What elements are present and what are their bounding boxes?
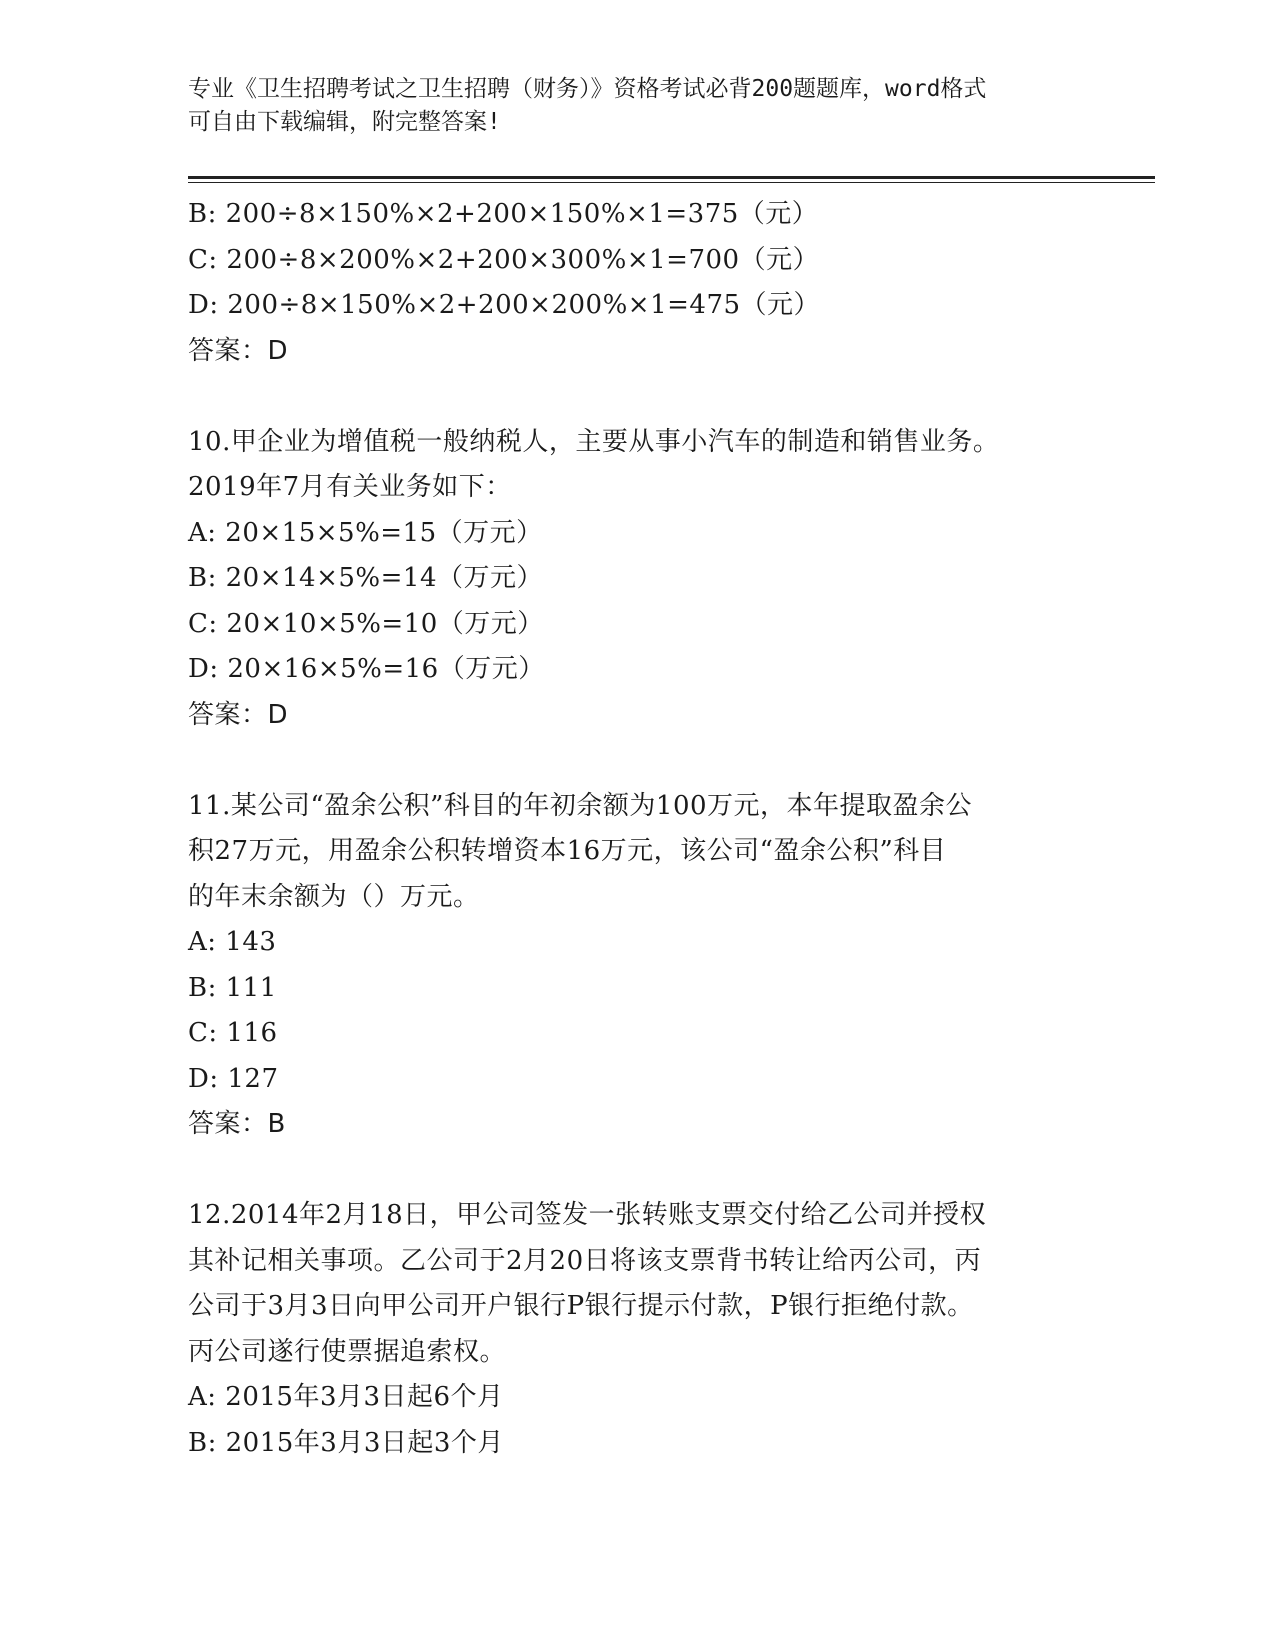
question-stem-line: 2019年7月有关业务如下：: [188, 472, 512, 502]
option-c: C: 200÷8×200%×2+200×300%×1=700（元）: [188, 244, 820, 275]
question-12: [188, 1193, 1068, 1466]
option-b: B: 111: [188, 972, 277, 1003]
option-a: A: 143: [188, 927, 277, 957]
answer-line: 答案：B: [188, 1109, 286, 1139]
option-a: A: 20×15×5%=15（万元）: [188, 517, 543, 548]
spacer: [188, 1148, 1068, 1194]
question-stem-line: 积27万元，用盈余公积转增资本16万元，该公司“盈余公积”科目: [188, 836, 947, 866]
header-title-line2: 可自由下载编辑，附完整答案!: [188, 109, 501, 135]
answer-line: 答案：D: [188, 335, 289, 366]
question-stem-line: 公司于3月3日向甲公司开户银行P银行提示付款，P银行拒绝付款。: [188, 1291, 974, 1321]
question-stem-line: 11.某公司“盈余公积”科目的年初余额为100万元，本年提取盈余公: [188, 790, 973, 821]
question-stem-line: 的年末余额为（）万元。: [188, 881, 480, 912]
document-header: [188, 73, 1068, 139]
option-b: B: 20×14×5%=14（万元）: [188, 563, 543, 593]
question-list: [188, 192, 1068, 1466]
option-c: C: 116: [188, 1018, 278, 1048]
option-a: A: 2015年3月3日起6个月: [188, 1382, 504, 1412]
header-title-line1: 专业《卫生招聘考试之卫生招聘（财务）》资格考试必背200题题库，word格式: [188, 76, 987, 102]
question-stem-line: 其补记相关事项。乙公司于2月20日将该支票背书转让给丙公司，丙: [188, 1245, 982, 1276]
spacer: [188, 738, 1068, 784]
option-b: B: 2015年3月3日起3个月: [188, 1427, 504, 1458]
answer-line: 答案：D: [188, 699, 289, 730]
option-d: D: 200÷8×150%×2+200×200%×1=475（元）: [188, 290, 821, 320]
question-11: [188, 784, 1068, 1148]
question-stem-line: 12.2014年2月18日，甲公司签发一张转账支票交付给乙公司并授权: [188, 1200, 987, 1230]
option-b: B: 200÷8×150%×2+200×150%×1=375（元）: [188, 199, 819, 229]
option-d: D: 20×16×5%=16（万元）: [188, 654, 545, 684]
question-10: [188, 420, 1068, 739]
header-divider-thick: [188, 176, 1155, 179]
question-9-tail: [188, 192, 1068, 374]
option-c: C: 20×10×5%=10（万元）: [188, 608, 544, 639]
option-d: D: 127: [188, 1063, 279, 1094]
spacer: [188, 374, 1068, 420]
question-stem-line: 丙公司遂行使票据追索权。: [188, 1336, 507, 1367]
question-stem-line: 10.甲企业为增值税一般纳税人，主要从事小汽车的制造和销售业务。: [188, 426, 1000, 457]
header-divider-thin: [188, 182, 1155, 183]
